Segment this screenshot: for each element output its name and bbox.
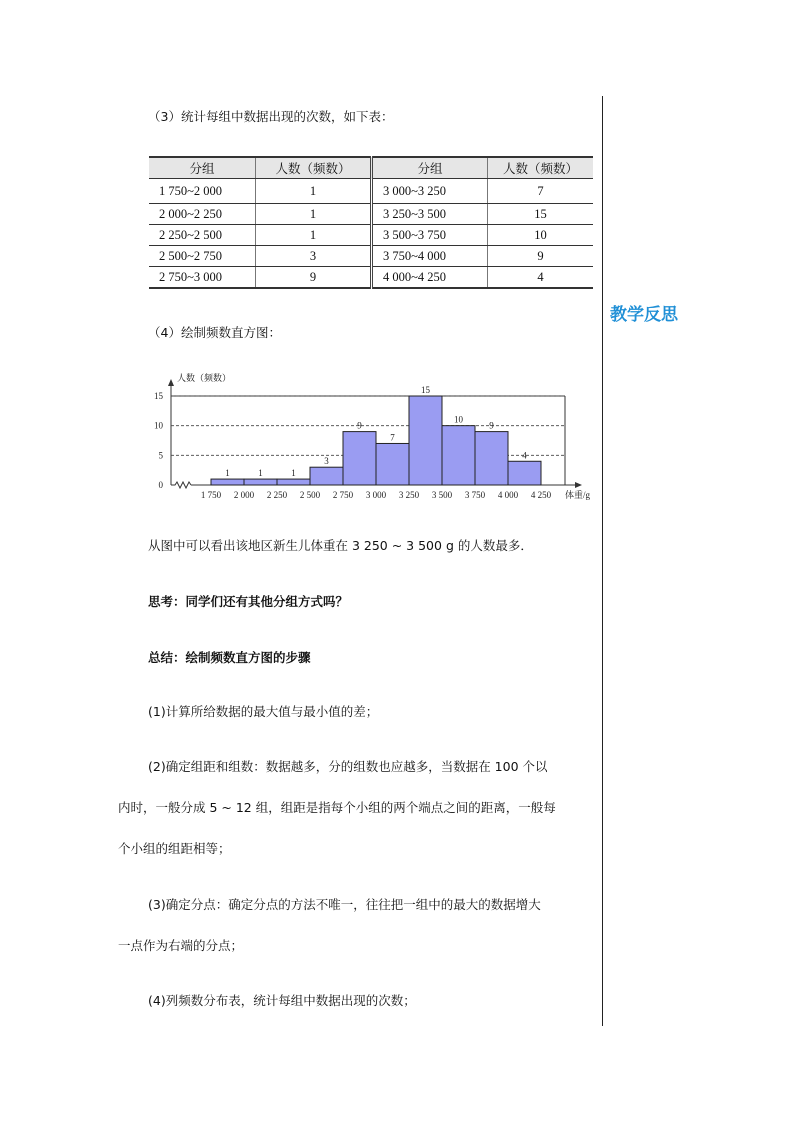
bar-data-label: 15	[421, 385, 430, 395]
x-tick-label: 3 000	[365, 490, 387, 500]
x-tick-label: 3 750	[464, 490, 486, 500]
teaching-reflection-title: 教学反思	[610, 305, 678, 325]
table-cell: 1	[256, 179, 372, 204]
bar-data-label: 10	[454, 414, 463, 425]
frequency-histogram	[0, 0, 794, 520]
think-question: 思考：同学们还有其他分组方式吗？	[148, 594, 349, 609]
table-cell: 15	[488, 204, 594, 225]
table-cell: 1	[256, 204, 372, 225]
summary-title: 总结：绘制频数直方图的步骤	[148, 650, 311, 665]
table-cell: 2 000~2 250	[149, 204, 256, 225]
bar-data-label: 7	[390, 432, 395, 443]
histogram-bar	[244, 479, 277, 485]
x-axis-break-zigzag	[171, 482, 191, 488]
y-axis-title: 人数（频数）	[177, 373, 232, 383]
histogram-bar	[211, 479, 244, 485]
table-header-cell: 分组	[149, 157, 256, 179]
x-tick-label: 4 250	[530, 490, 552, 500]
x-tick-label: 2 500	[299, 490, 321, 500]
histogram-bar	[442, 426, 475, 485]
y-tick-label: 5	[158, 450, 163, 461]
table-cell: 9	[488, 246, 594, 267]
x-axis-arrow	[575, 482, 582, 488]
histogram-bar	[475, 432, 508, 485]
table-header-cell: 分组	[372, 157, 488, 179]
histogram-bar	[409, 396, 442, 485]
histogram-bar	[277, 479, 310, 485]
x-tick-label: 1 750	[200, 490, 222, 500]
table-cell: 1	[256, 225, 372, 246]
step4-heading: （4）绘制频数直方图：	[148, 325, 281, 340]
x-axis-title: 体重/g	[565, 490, 591, 500]
table-cell: 2 250~2 500	[149, 225, 256, 246]
step-4-text: (4)列频数分布表，统计每组中数据出现的次数；	[148, 993, 416, 1008]
table-cell: 2 750~3 000	[149, 267, 256, 289]
table-cell: 2 500~2 750	[149, 246, 256, 267]
table-cell: 3 750~4 000	[372, 246, 488, 267]
y-tick-label: 15	[154, 391, 163, 401]
conclusion-text: 从图中可以看出该地区新生儿体重在 3 250 ~ 3 500 g 的人数最多．	[148, 538, 533, 553]
x-tick-label: 2 250	[266, 490, 288, 500]
table-header-cell: 人数（频数）	[488, 157, 594, 179]
table-cell: 3	[256, 246, 372, 267]
bar-data-label: 1	[291, 468, 296, 479]
bar-data-label: 3	[324, 456, 329, 467]
table-cell: 3 250~3 500	[372, 204, 488, 225]
table-cell: 3 000~3 250	[372, 179, 488, 204]
table-header-cell: 人数（频数）	[256, 157, 372, 179]
x-tick-label: 4 000	[497, 490, 519, 500]
x-tick-label: 3 500	[431, 490, 453, 500]
step3-heading: （3）统计每组中数据出现的次数，如下表：	[148, 109, 394, 124]
step-2-line-3: 个小组的组距相等；	[118, 841, 231, 856]
bar-data-label: 4	[522, 450, 527, 461]
table-cell: 3 500~3 750	[372, 225, 488, 246]
bar-data-label: 9	[489, 420, 494, 431]
step-3-line-2: 一点作为右端的分点；	[118, 938, 244, 953]
bar-data-label: 1	[225, 468, 230, 479]
y-tick-label: 10	[154, 420, 163, 431]
table-cell: 9	[256, 267, 372, 289]
histogram-bar	[343, 432, 376, 485]
x-tick-label: 3 250	[398, 490, 420, 500]
bar-data-label: 9	[357, 420, 362, 431]
step-2-line-2: 内时，一般分成 5 ~ 12 组，组距是指每个小组的两个端点之间的距离，一般每	[118, 800, 556, 815]
table-cell: 1 750~2 000	[149, 179, 256, 204]
histogram-bar	[376, 443, 409, 485]
y-tick-label: 0	[158, 480, 163, 490]
step-3-line-1: (3)确定分点：确定分点的方法不唯一，往往把一组中的最大的数据增大	[148, 897, 541, 912]
table-cell: 7	[488, 179, 594, 204]
histogram-bar	[310, 467, 343, 485]
table-cell: 4 000~4 250	[372, 267, 488, 289]
histogram-bar	[508, 461, 541, 485]
step-2-line-1: (2)确定组距和组数：数据越多，分的组数也应越多，当数据在 100 个以	[148, 759, 548, 774]
y-axis-arrow	[168, 379, 174, 386]
x-tick-label: 2 750	[332, 490, 354, 500]
bar-data-label: 1	[258, 468, 263, 479]
table-cell: 10	[488, 225, 594, 246]
step-1-text: (1)计算所给数据的最大值与最小值的差；	[148, 704, 379, 719]
table-cell: 4	[488, 267, 594, 289]
x-tick-label: 2 000	[233, 490, 255, 500]
